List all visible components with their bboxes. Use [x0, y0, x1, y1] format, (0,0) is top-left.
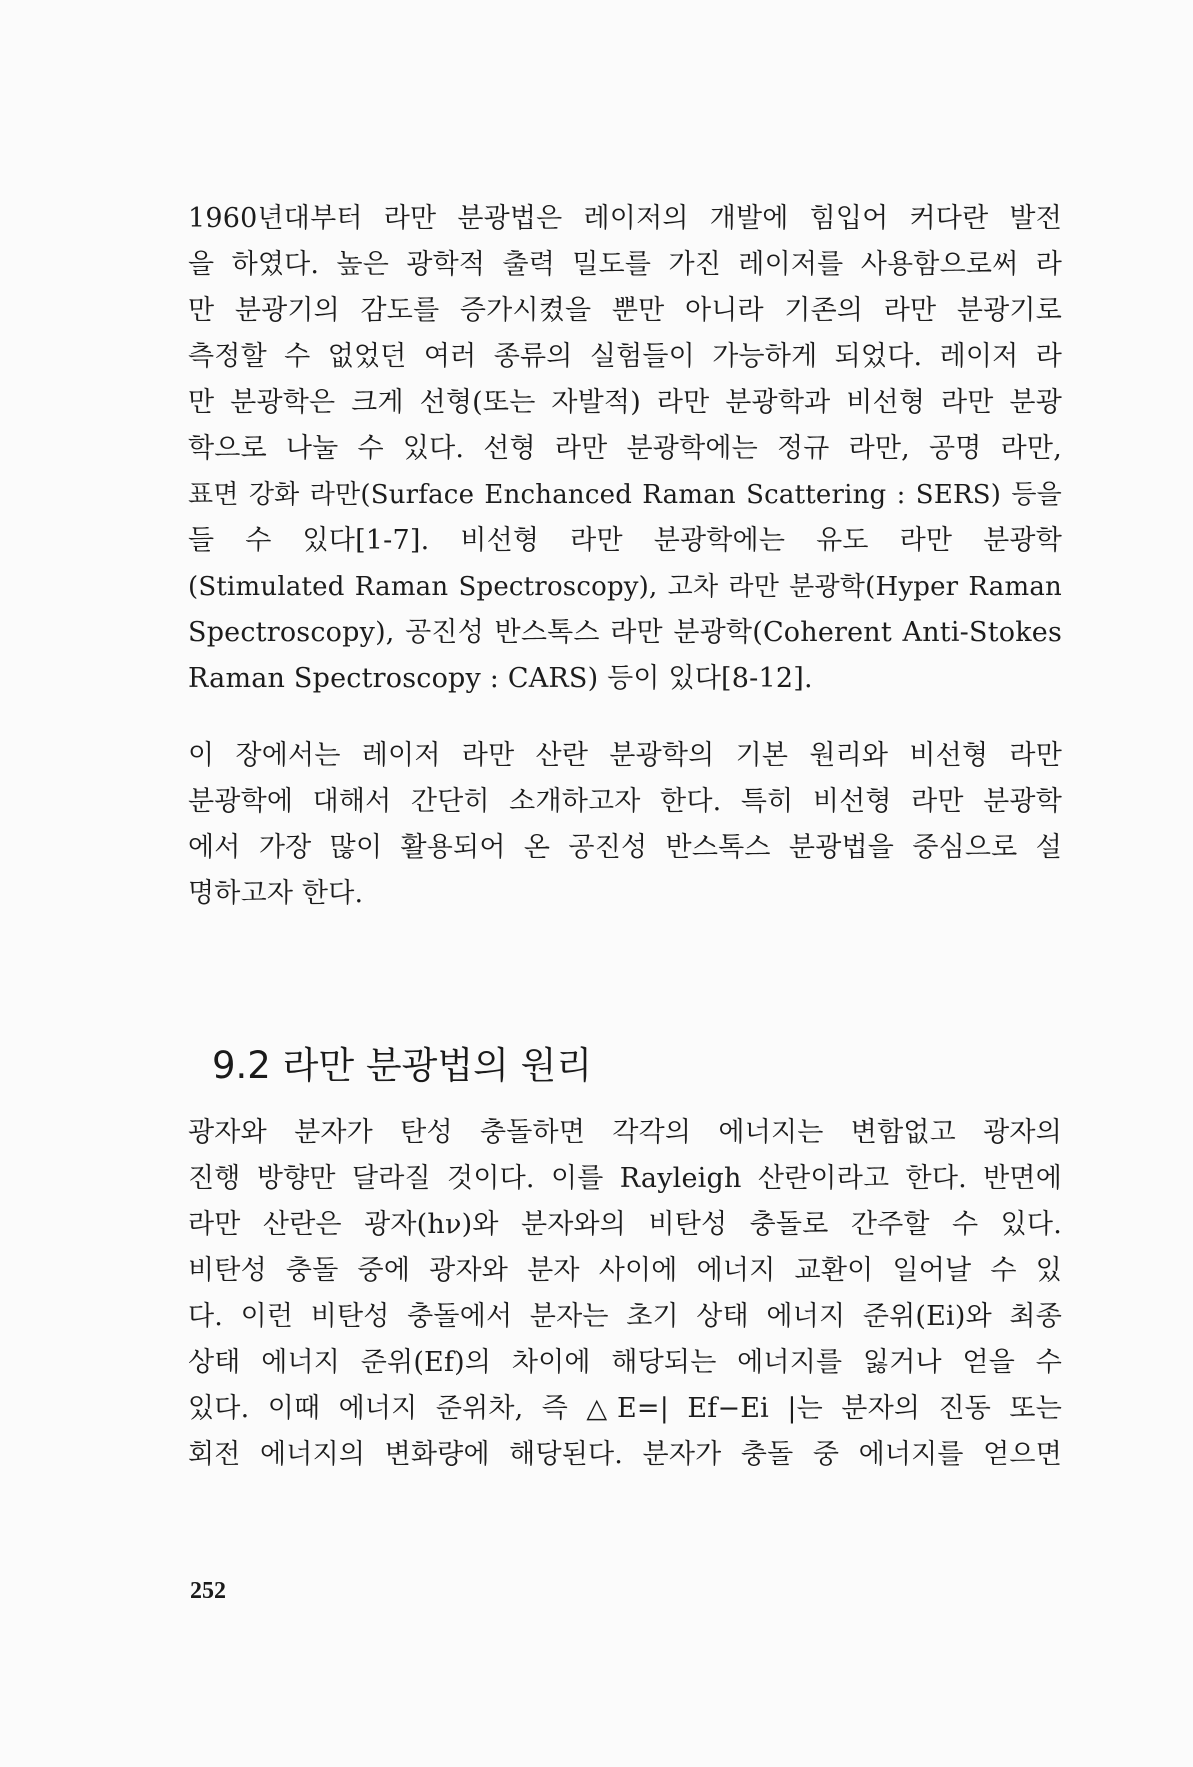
page-number: 252: [190, 1578, 226, 1604]
text-line: 비탄성 충돌 중에 광자와 분자 사이에 에너지 교환이 일어날 수 있: [188, 1255, 1062, 1286]
text-line: 회전 에너지의 변화량에 해당된다. 분자가 충돌 중 에너지를 얻으면: [188, 1439, 1062, 1470]
text-line: 만 분광학은 크게 선형(또는 자발적) 라만 분광학과 비선형 라만 분광: [188, 387, 1062, 418]
text-line: 광자와 분자가 탄성 충돌하면 각각의 에너지는 변함없고 광자의: [188, 1117, 1062, 1148]
text-line: 진행 방향만 달라질 것이다. 이를 Rayleigh 산란이라고 한다. 반면에: [188, 1163, 1062, 1194]
text-line: 에서 가장 많이 활용되어 온 공진성 반스톡스 분광법을 중심으로 설: [188, 832, 1062, 863]
text-line: 측정할 수 없었던 여러 종류의 실험들이 가능하게 되었다. 레이저 라: [188, 341, 1062, 372]
text-line: 있다. 이때 에너지 준위차, 즉 △E=| Ef−Ei |는 분자의 진동 또는: [188, 1393, 1062, 1424]
text-line: 들 수 있다[1-7]. 비선형 라만 분광학에는 유도 라만 분광학: [188, 525, 1062, 556]
text-line: 명하고자 한다.: [188, 878, 364, 909]
principle-paragraph: [188, 1110, 1062, 1478]
text-line: 을 하였다. 높은 광학적 출력 밀도를 가진 레이저를 사용함으로써 라: [188, 249, 1062, 280]
text-line: 1960년대부터 라만 분광법은 레이저의 개발에 힘입어 커다란 발전: [188, 203, 1062, 234]
text-line: 상태 에너지 준위(Ef)의 차이에 해당되는 에너지를 잃거나 얻을 수: [188, 1347, 1062, 1378]
text-line: 표면 강화 라만(Surface Enchanced Raman Scattering : SERS) 등을: [188, 480, 1062, 510]
text-line: 다. 이런 비탄성 충돌에서 분자는 초기 상태 에너지 준위(Ei)와 최종: [188, 1301, 1062, 1332]
text-line: 이 장에서는 레이저 라만 산란 분광학의 기본 원리와 비선형 라만: [188, 740, 1062, 771]
text-line: 학으로 나눌 수 있다. 선형 라만 분광학에는 정규 라만, 공명 라만,: [188, 433, 1062, 464]
text-line: 만 분광기의 감도를 증가시켰을 뿐만 아니라 기존의 라만 분광기로: [188, 295, 1062, 326]
section-heading: 9.2 라만 분광법의 원리: [212, 1043, 593, 1087]
intro-paragraph: [188, 196, 1062, 702]
text-line: (Stimulated Raman Spectroscopy), 고차 라만 분광학(Hyper Raman: [188, 572, 1062, 602]
text-line: 라만 산란은 광자(hν)와 분자와의 비탄성 충돌로 간주할 수 있다.: [188, 1209, 1062, 1240]
text-line: 분광학에 대해서 간단히 소개하고자 한다. 특히 비선형 라만 분광학: [188, 786, 1062, 817]
overview-paragraph: [188, 733, 1062, 917]
text-line: Raman Spectroscopy : CARS) 등이 있다[8-12].: [188, 663, 813, 694]
text-line: Spectroscopy), 공진성 반스톡스 라만 분광학(Coherent Anti-Stokes: [188, 617, 1062, 648]
